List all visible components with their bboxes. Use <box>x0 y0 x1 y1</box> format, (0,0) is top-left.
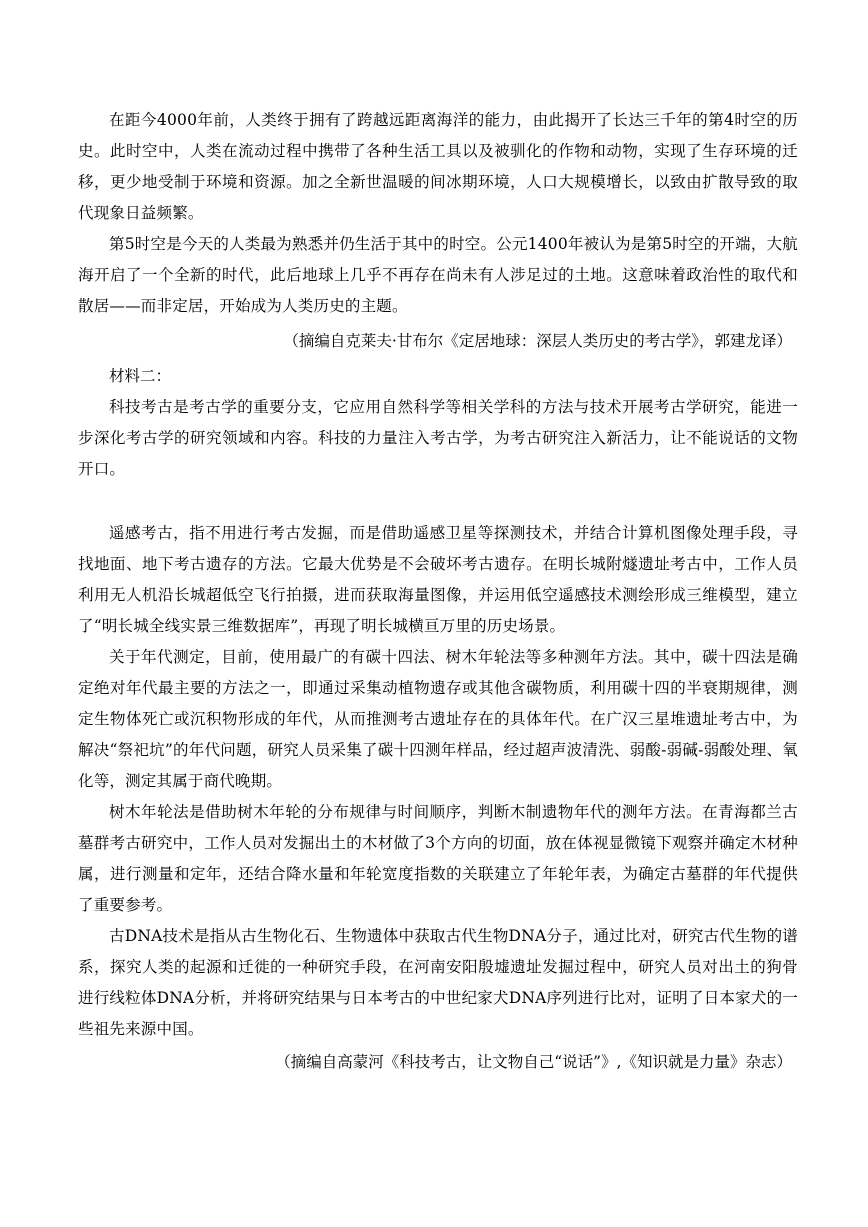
remote-sensing-paragraph: 遥感考古，指不用进行考古发掘，而是借助遥感卫星等探测技术，并结合计算机图像处理手段，寻找地面、地下考古遗存的方法。它最大优势是不会破坏考古遗存。在明长城附燧遗址考古中，工作人员利用无人机沿长城超低空飞行拍摄，进而获取海量图像，并运用低空遥感技术测绘形成三维模型，建立了“明长城全线实景三维数据库”，再现了明长城横亘万里的历史场景。 <box>78 524 798 635</box>
material1-source: （摘编自克莱夫·甘布尔《定居地球：深层人类历史的考古学》，郭建龙译） <box>283 332 792 350</box>
material2-intro-paragraph: 科技考古是考古学的重要分支，它应用自然科学等相关学科的方法与技术开展考古学研究，能进一步深化考古学的研究领域和内容。科技的力量注入考古学，为考古研究注入新活力，让不能说话的文物开口。 <box>78 398 798 478</box>
tree-ring-paragraph: 树木年轮法是借助树木年轮的分布规律与时间顺序，判断木制遗物年代的测年方法。在青海都兰古墓群考古研究中，工作人员对发掘出土的木材做了3个方向的切面，放在体视显微镜下观察并确定木材种属，进行测量和定年，还结合降水量和年轮宽度指数的关联建立了年轮年表，为确定古墓群的年代提供了重要参考。 <box>78 803 798 914</box>
material2-heading: 材料二： <box>109 367 172 385</box>
ancient-dna-paragraph: 古DNA技术是指从古生物化石、生物遗体中获取古代生物DNA分子，通过比对，研究古代生物的谱系，探究人类的起源和迁徙的一种研究手段，在河南安阳殷墟遗址发掘过程中，研究人员对出土的狗骨进行线粒体DNA分析，并将研究结果与日本考古的中世纪家犬DNA序列进行比对，证明了日本家犬的一些祖先来源中国。 <box>78 927 798 1038</box>
material2-source: （摘编自高蒙河《科技考古，让文物自己“说话”》,《知识就是力量》杂志） <box>275 1053 792 1071</box>
paragraph-gap <box>78 485 798 518</box>
material1-paragraph-2: 第5时空是今天的人类最为熟悉并仍生活于其中的时空。公元1400年被认为是第5时空的开端，大航海开启了一个全新的时代，此后地球上几乎不再存在尚未有人涉足过的土地。这意味着政治性的取代和散居——而非定居，开始成为人类历史的主题。 <box>78 235 798 315</box>
material1-paragraph-1: 在距今4000年前，人类终于拥有了跨越远距离海洋的能力，由此揭开了长达三千年的第4时空的历史。此时空中，人类在流动过程中携带了各种生活工具以及被驯化的作物和动物，实现了生存环境的迁移，更少地受制于环境和资源。加之全新世温暖的间冰期环境，人口大规模增长，以致由扩散导致的取代现象日益频繁。 <box>78 111 798 222</box>
dating-paragraph: 关于年代测定，目前，使用最广的有碳十四法、树木年轮法等多种测年方法。其中，碳十四法是确定绝对年代最主要的方法之一，即通过采集动植物遗存或其他含碳物质，利用碳十四的半衰期规律，测定生物体死亡或沉积物形成的年代，从而推测考古遗址存在的具体年代。在广汉三星堆遗址考古中，为解决“祭祀坑”的年代问题，研究人员采集了碳十四测年样品，经过超声波清洗、弱酸-弱碱-弱酸处理、氧化等，测定其属于商代晚期。 <box>78 648 798 790</box>
